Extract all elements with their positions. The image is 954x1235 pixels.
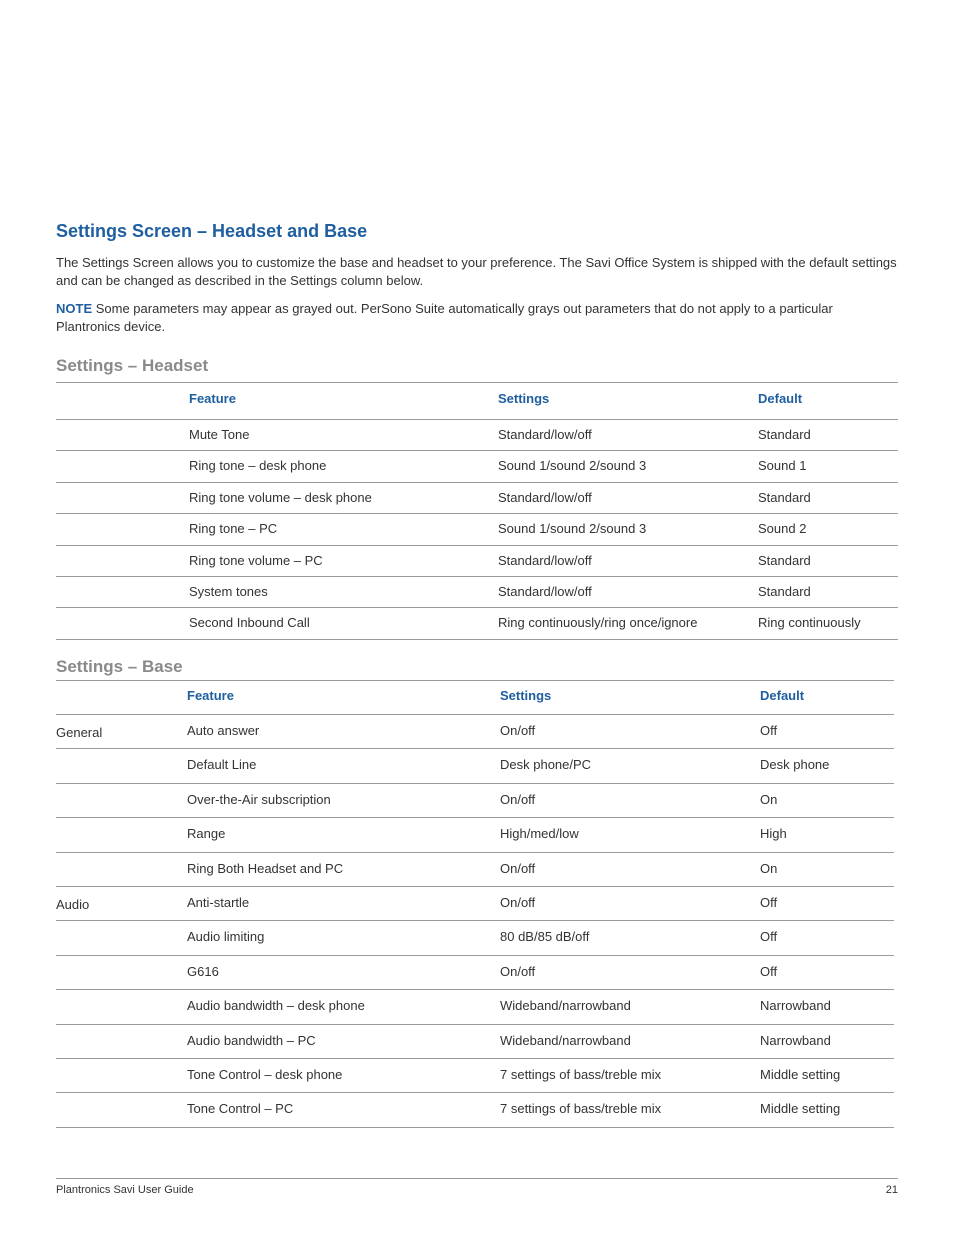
table-row xyxy=(56,956,894,990)
feature-cell: Audio bandwidth – desk phone xyxy=(187,998,365,1014)
settings-cell: Standard/low/off xyxy=(498,552,592,568)
table-row xyxy=(56,921,894,955)
default-cell: Standard xyxy=(758,489,811,505)
column-header-feature: Feature xyxy=(187,688,234,703)
default-cell: Off xyxy=(760,723,778,738)
feature-cell: Ring Both Headset and PC xyxy=(187,860,344,876)
table-row xyxy=(56,577,898,608)
table-row xyxy=(56,483,898,514)
headset-settings-table xyxy=(56,382,898,640)
table-row xyxy=(56,784,894,818)
table-row xyxy=(56,1093,894,1127)
feature-cell: G616 xyxy=(187,963,219,979)
default-cell: Ring continuously xyxy=(758,615,861,631)
default-cell: Off xyxy=(760,929,778,945)
settings-cell: Wideband/narrowband xyxy=(500,1032,631,1048)
column-header-feature: Feature xyxy=(189,391,236,406)
default-cell: High xyxy=(760,826,787,842)
feature-cell: Range xyxy=(187,826,226,842)
table-row xyxy=(56,990,894,1024)
default-cell: Standard xyxy=(758,583,811,599)
feature-cell: Ring tone – desk phone xyxy=(189,458,327,474)
settings-cell: On/off xyxy=(500,723,536,738)
default-cell: Standard xyxy=(758,552,811,568)
group-cell: General xyxy=(56,725,103,740)
settings-cell: Ring continuously/ring once/ignore xyxy=(498,615,698,631)
settings-cell: Desk phone/PC xyxy=(500,757,592,773)
table-row xyxy=(56,451,898,482)
footer-page-number: 21 xyxy=(885,1184,898,1196)
settings-cell: 7 settings of bass/treble mix xyxy=(500,1101,662,1117)
settings-cell: Standard/low/off xyxy=(498,427,592,442)
table-row xyxy=(56,546,898,577)
table-row xyxy=(56,749,894,783)
default-cell: Middle setting xyxy=(760,1101,841,1117)
feature-cell: Ring tone volume – desk phone xyxy=(189,489,372,505)
settings-cell: Wideband/narrowband xyxy=(500,998,631,1014)
settings-cell: Standard/low/off xyxy=(498,489,592,505)
settings-cell: On/off xyxy=(500,894,536,910)
feature-cell: Anti-startle xyxy=(187,894,250,910)
default-cell: Off xyxy=(760,894,778,910)
settings-cell: High/med/low xyxy=(500,826,579,842)
settings-cell: Sound 1/sound 2/sound 3 xyxy=(498,521,647,537)
default-cell: Narrowband xyxy=(760,1032,831,1048)
note-paragraph xyxy=(56,300,898,336)
page-title: Settings Screen – Headset and Base xyxy=(56,221,368,241)
feature-cell: System tones xyxy=(189,583,268,599)
feature-cell: Ring tone volume – PC xyxy=(189,552,323,568)
feature-cell: Tone Control – PC xyxy=(187,1101,294,1117)
footer-divider xyxy=(56,1178,898,1179)
default-cell: On xyxy=(760,791,778,807)
table-header-row xyxy=(56,680,894,715)
table-row xyxy=(56,420,898,451)
settings-cell: On/off xyxy=(500,963,536,979)
table-row xyxy=(56,1059,894,1093)
feature-cell: Tone Control – desk phone xyxy=(187,1066,343,1082)
note-text: Some parameters may appear as grayed out. PerSono Suite automatically grays out parameters that do not apply to a particular Plantronics device. xyxy=(56,301,833,334)
default-cell: Desk phone xyxy=(760,757,830,773)
default-cell: Sound 2 xyxy=(758,521,807,537)
column-header-default: Default xyxy=(760,688,805,703)
table-row xyxy=(56,1025,894,1059)
table-header-row xyxy=(56,382,898,420)
settings-cell: Sound 1/sound 2/sound 3 xyxy=(498,458,647,474)
table-row xyxy=(56,715,894,749)
footer-guide-title: Plantronics Savi User Guide xyxy=(56,1184,194,1196)
intro-paragraph: The Settings Screen allows you to customize the base and headset to your preference. The Savi Office System is shipped with the default settings and can be changed as described in the Settings column below. xyxy=(56,255,897,288)
settings-cell: 80 dB/85 dB/off xyxy=(500,929,590,945)
feature-cell: Over-the-Air subscription xyxy=(187,791,331,807)
default-cell: Standard xyxy=(758,427,811,442)
feature-cell: Ring tone – PC xyxy=(189,521,278,537)
base-section-title: Settings – Base xyxy=(56,657,183,676)
default-cell: Sound 1 xyxy=(758,458,807,474)
feature-cell: Audio bandwidth – PC xyxy=(187,1032,316,1048)
table-row xyxy=(56,608,898,639)
column-header-default: Default xyxy=(758,391,803,406)
group-cell: Audio xyxy=(56,896,90,912)
settings-cell: Standard/low/off xyxy=(498,583,592,599)
feature-cell: Second Inbound Call xyxy=(189,615,310,631)
column-header-settings: Settings xyxy=(500,688,552,703)
table-row xyxy=(56,887,894,921)
default-cell: Off xyxy=(760,963,778,979)
feature-cell: Audio limiting xyxy=(187,929,265,945)
default-cell: On xyxy=(760,860,778,876)
column-header-settings: Settings xyxy=(498,391,550,406)
feature-cell: Mute Tone xyxy=(189,427,250,442)
table-row xyxy=(56,818,894,852)
base-settings-table xyxy=(56,680,894,1128)
table-row xyxy=(56,514,898,545)
feature-cell: Auto answer xyxy=(187,723,260,738)
settings-cell: On/off xyxy=(500,791,536,807)
settings-cell: On/off xyxy=(500,860,536,876)
settings-cell: 7 settings of bass/treble mix xyxy=(500,1066,662,1082)
table-row xyxy=(56,853,894,887)
note-label: NOTE xyxy=(56,301,93,316)
default-cell: Middle setting xyxy=(760,1066,841,1082)
default-cell: Narrowband xyxy=(760,998,831,1014)
headset-section-title: Settings – Headset xyxy=(56,356,209,375)
feature-cell: Default Line xyxy=(187,757,257,773)
